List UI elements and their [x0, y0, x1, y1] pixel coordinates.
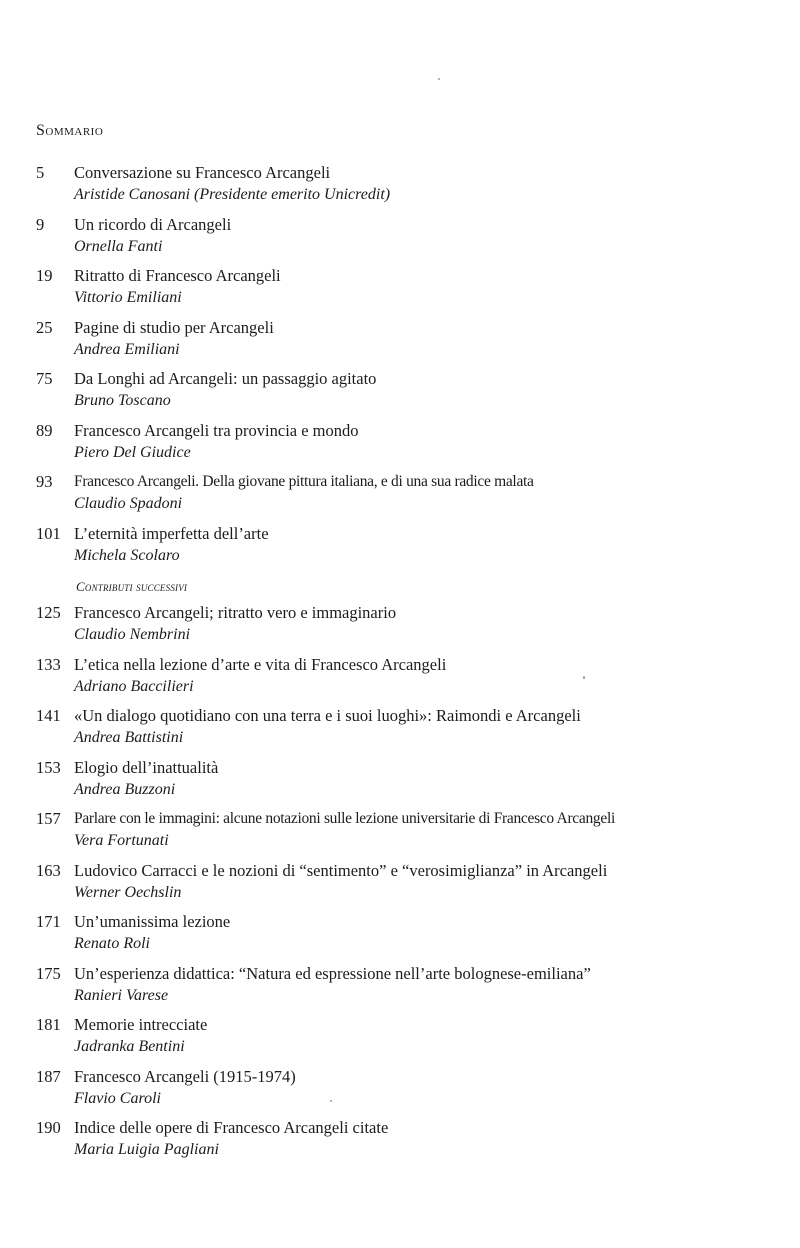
toc-entry-title: Indice delle opere di Francesco Arcangeli citate — [74, 1118, 389, 1137]
toc-entry-author: Andrea Buzzoni — [74, 780, 176, 798]
toc-entry — [36, 265, 780, 317]
toc-page-number: 133 — [36, 654, 61, 674]
toc-page-number: 190 — [36, 1118, 61, 1137]
toc-entry-author: Maria Luigia Pagliani — [74, 1141, 219, 1158]
toc-entry-title: Un’umanissima lezione — [74, 912, 231, 931]
toc-entry-author: Piero Del Giudice — [74, 443, 191, 461]
toc-entry-author: Vera Fortunati — [74, 832, 169, 849]
toc-entry — [36, 654, 780, 706]
table-of-contents — [36, 162, 780, 1169]
toc-page-number: 141 — [36, 706, 61, 725]
toc-page-number: 9 — [36, 214, 45, 234]
toc-entry-author: Claudio Spadoni — [74, 495, 183, 512]
toc-page-number: 181 — [36, 1015, 61, 1034]
toc-page-number: 171 — [36, 912, 61, 931]
toc-page-number: 93 — [36, 472, 53, 491]
toc-entry — [36, 808, 780, 860]
toc-entry-author: Andrea Emiliani — [74, 340, 180, 358]
toc-entry-author: Michela Scolaro — [74, 546, 180, 564]
toc-entry-title: L’etica nella lezione d’arte e vita di Francesco Arcangeli — [74, 654, 447, 674]
toc-entry-title: Pagine di studio per Arcangeli — [74, 317, 274, 337]
toc-page-number: 187 — [36, 1066, 61, 1086]
paper-speck — [583, 676, 585, 679]
toc-page-number: 75 — [36, 369, 53, 388]
toc-entry-title: Elogio dell’inattualità — [74, 757, 219, 777]
toc-entry-title: Conversazione su Francesco Arcangeli — [74, 163, 331, 182]
toc-entry-author: Flavio Caroli — [74, 1089, 161, 1107]
toc-page-number: 25 — [36, 317, 53, 337]
toc-entry-title: Francesco Arcangeli. Della giovane pittura italiana, e di una sua radice malata — [74, 473, 534, 490]
toc-page-number: 89 — [36, 420, 53, 440]
toc-entry-title: Francesco Arcangeli; ritratto vero e immaginario — [74, 603, 397, 622]
toc-entry — [36, 911, 780, 963]
toc-entry — [36, 1117, 780, 1169]
toc-entry-author: Andrea Battistini — [74, 729, 184, 746]
toc-entry-title: Ritratto di Francesco Arcangeli — [74, 266, 281, 285]
toc-entry — [36, 860, 780, 912]
toc-entry-author: Adriano Baccilieri — [74, 677, 194, 695]
toc-entry — [36, 1066, 780, 1118]
toc-entry-title: Ludovico Carracci e le nozioni di “sentimento” e “verosimiglianza” in Arcangeli — [74, 860, 608, 880]
toc-entry — [36, 602, 780, 654]
toc-entry-author: Renato Roli — [74, 935, 150, 952]
toc-page-number: 163 — [36, 860, 61, 880]
toc-entry — [36, 471, 780, 523]
toc-entry-title: Francesco Arcangeli (1915-1974) — [74, 1066, 296, 1086]
toc-entry — [36, 317, 780, 369]
toc-entry — [36, 368, 780, 420]
toc-page-number: 19 — [36, 266, 53, 285]
toc-page-number: 153 — [36, 757, 61, 777]
toc-entry-author: Vittorio Emiliani — [74, 289, 182, 306]
toc-entry-author: Ornella Fanti — [74, 237, 163, 255]
toc-entry — [36, 420, 780, 472]
toc-entry-author: Aristide Canosani (Presidente emerito Unicredit) — [74, 186, 391, 203]
toc-page-number: 157 — [36, 809, 61, 828]
toc-page-number: 175 — [36, 963, 61, 983]
toc-entry — [36, 1014, 780, 1066]
section-heading: Contributi successivi — [76, 579, 188, 594]
toc-entry — [36, 757, 780, 809]
toc-entry — [36, 214, 780, 266]
toc-entry-author: Claudio Nembrini — [74, 626, 191, 643]
toc-entry-title: «Un dialogo quotidiano con una terra e i suoi luoghi»: Raimondi e Arcangeli — [74, 706, 581, 725]
toc-entry-title: Memorie intrecciate — [74, 1015, 208, 1034]
toc-entry-author: Ranieri Varese — [74, 986, 169, 1004]
toc-page-number: 125 — [36, 603, 61, 622]
toc-entry — [36, 705, 780, 757]
paper-speck — [438, 78, 440, 80]
toc-page-number: 101 — [36, 523, 61, 543]
page-title: Sommario — [36, 122, 104, 139]
toc-entry — [36, 162, 780, 214]
toc-entry — [36, 963, 780, 1015]
toc-entry-title: L’eternità imperfetta dell’arte — [74, 523, 269, 543]
toc-entry-title: Da Longhi ad Arcangeli: un passaggio agitato — [74, 369, 377, 388]
toc-entry-title: Un ricordo di Arcangeli — [74, 214, 232, 234]
toc-entry-title: Un’esperienza didattica: “Natura ed espressione nell’arte bolognese-emiliana” — [74, 963, 591, 983]
toc-entry — [36, 523, 780, 575]
toc-entry-title: Francesco Arcangeli tra provincia e mondo — [74, 420, 359, 440]
paper-speck — [330, 1100, 332, 1102]
toc-page-number: 5 — [36, 163, 45, 182]
toc-entry-title: Parlare con le immagini: alcune notazioni sulle lezione universitarie di Francesco Arcangeli — [74, 810, 615, 827]
toc-entry-author: Jadranka Bentini — [74, 1038, 185, 1055]
toc-entry-author: Bruno Toscano — [74, 392, 171, 409]
toc-entry-author: Werner Oechslin — [74, 883, 182, 901]
